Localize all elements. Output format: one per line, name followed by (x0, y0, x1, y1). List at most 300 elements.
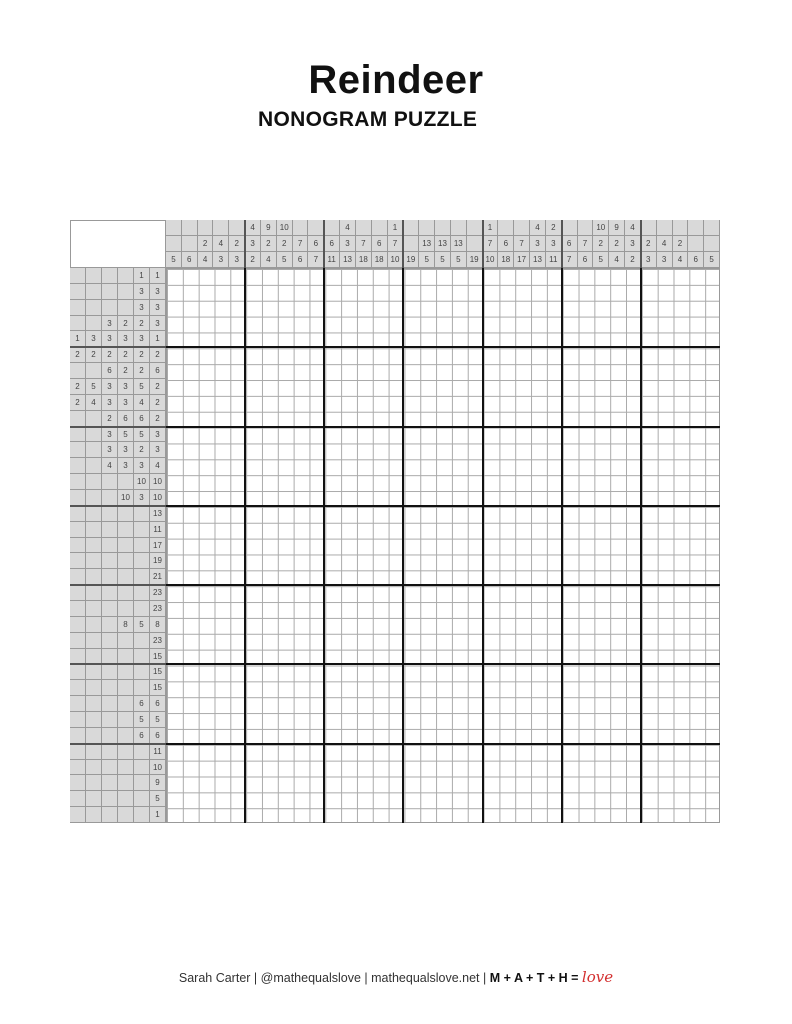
row-clue-cell: 11 (150, 744, 166, 760)
column-clue-cell: 6 (578, 252, 594, 268)
row-clue-cell: 2 (150, 411, 166, 427)
row-clue-cell (102, 664, 118, 680)
row-clue-cell: 2 (134, 363, 150, 379)
row-clue-cell (102, 538, 118, 554)
column-clue-cell: 2 (673, 236, 689, 252)
row-clue-cell (134, 569, 150, 585)
column-clue-cell: 4 (625, 220, 641, 236)
row-clue-cell: 8 (150, 617, 166, 633)
column-clue-cell: 5 (277, 252, 293, 268)
row-clue-cell: 6 (134, 696, 150, 712)
row-clue-cell: 10 (134, 474, 150, 490)
block-divider (166, 663, 720, 665)
row-clue-cell (134, 680, 150, 696)
row-clue-cell (86, 696, 102, 712)
column-clue-cell: 6 (498, 236, 514, 252)
row-clue-cell: 15 (150, 664, 166, 680)
column-clue-cell: 5 (704, 252, 720, 268)
column-clue-cell: 2 (261, 236, 277, 252)
row-clue-cell (86, 617, 102, 633)
row-clue-cell (70, 284, 86, 300)
row-clue-cell: 2 (86, 347, 102, 363)
column-clue-cell: 4 (340, 220, 356, 236)
block-divider (70, 743, 166, 745)
column-clue-cell: 11 (324, 252, 340, 268)
row-clue-cell (102, 791, 118, 807)
row-clue-cell: 4 (134, 395, 150, 411)
row-clue-cell: 3 (150, 442, 166, 458)
row-clue-cell (118, 284, 134, 300)
row-clue-cell: 4 (150, 458, 166, 474)
row-clue-cell: 2 (70, 347, 86, 363)
column-clue-cell (372, 220, 388, 236)
row-clue-cell (102, 807, 118, 823)
row-clue-cell (70, 585, 86, 601)
column-clue-cell: 4 (198, 252, 214, 268)
clue-corner (70, 220, 166, 268)
row-clue-cell: 1 (150, 331, 166, 347)
row-clue-cell: 5 (86, 379, 102, 395)
row-clue-cell (118, 712, 134, 728)
column-clue-cell (641, 220, 657, 236)
column-clue-cell (419, 220, 435, 236)
row-clue-cell (86, 649, 102, 665)
row-clue-cell (86, 522, 102, 538)
row-clue-cell (86, 490, 102, 506)
column-clue-cell (166, 236, 182, 252)
column-clue-cell (467, 236, 483, 252)
column-clue-cell (704, 220, 720, 236)
row-clue-cell: 13 (150, 506, 166, 522)
row-clue-cell (70, 363, 86, 379)
column-clue-cell: 2 (198, 236, 214, 252)
row-clue-cell: 3 (102, 379, 118, 395)
column-clue-cell (514, 220, 530, 236)
row-clue-cell: 3 (118, 458, 134, 474)
column-clue-cell: 7 (578, 236, 594, 252)
row-clue-cell: 3 (102, 427, 118, 443)
column-clue-cell: 6 (562, 236, 578, 252)
row-clue-cell (102, 744, 118, 760)
column-clue-cell (451, 220, 467, 236)
column-clue-cell (356, 220, 372, 236)
column-clue-cell (182, 236, 198, 252)
block-divider (70, 426, 166, 428)
row-clue-cell (102, 506, 118, 522)
column-clue-cell: 6 (372, 236, 388, 252)
row-clue-cell (86, 538, 102, 554)
column-clue-cell: 18 (498, 252, 514, 268)
row-clue-cell (134, 791, 150, 807)
row-clue-cell (118, 728, 134, 744)
column-clue-cell: 4 (530, 220, 546, 236)
row-clue-cell (86, 284, 102, 300)
footer (0, 968, 792, 986)
column-clue-cell (403, 220, 419, 236)
row-clue-cell (70, 680, 86, 696)
puzzle-grid[interactable] (166, 268, 720, 823)
row-clue-cell (118, 268, 134, 284)
row-clue-cell (70, 316, 86, 332)
row-clue-cell: 10 (150, 760, 166, 776)
row-clue-cell: 3 (134, 331, 150, 347)
row-clue-cell (118, 569, 134, 585)
block-divider (482, 220, 484, 268)
column-clue-cell (229, 220, 245, 236)
row-clue-cell (86, 506, 102, 522)
column-clue-cell: 10 (483, 252, 499, 268)
row-clue-cell (118, 680, 134, 696)
row-clue-cell: 2 (102, 347, 118, 363)
row-clue-cell (70, 791, 86, 807)
column-clue-cell: 4 (245, 220, 261, 236)
column-clue-cell: 7 (356, 236, 372, 252)
row-clue-cell: 6 (102, 363, 118, 379)
column-clue-cell: 1 (483, 220, 499, 236)
column-clue-cell: 4 (609, 252, 625, 268)
row-clue-cell: 6 (134, 411, 150, 427)
row-clue-cell (134, 522, 150, 538)
column-clue-cell: 7 (308, 252, 324, 268)
row-clue-cell: 3 (150, 284, 166, 300)
row-clue-cell: 1 (134, 268, 150, 284)
row-clue-cell (70, 760, 86, 776)
column-clue-cell (403, 236, 419, 252)
row-clue-cell (102, 696, 118, 712)
row-clue-cell (134, 807, 150, 823)
row-clue-cell (118, 791, 134, 807)
row-clue-cell (86, 363, 102, 379)
row-clue-cell (86, 427, 102, 443)
row-clue-cell (86, 300, 102, 316)
block-divider (402, 220, 404, 268)
column-clue-cell: 3 (229, 252, 245, 268)
row-clue-cell (70, 775, 86, 791)
row-clue-cell: 3 (118, 379, 134, 395)
row-clue-cell: 2 (70, 379, 86, 395)
row-clue-cell (70, 538, 86, 554)
column-clue-cell: 4 (213, 236, 229, 252)
row-clue-cell (134, 585, 150, 601)
column-clue-cell: 13 (451, 236, 467, 252)
row-clue-cell: 3 (86, 331, 102, 347)
block-divider (166, 346, 720, 348)
column-clue-cell (704, 236, 720, 252)
column-clue-cell: 2 (609, 236, 625, 252)
row-clue-cell (86, 775, 102, 791)
row-clue-cell (118, 760, 134, 776)
column-clue-cell: 13 (340, 252, 356, 268)
row-clue-cell: 1 (150, 268, 166, 284)
column-clue-cell (308, 220, 324, 236)
footer-site: mathequalslove.net (371, 971, 480, 985)
row-clue-cell (70, 553, 86, 569)
row-clue-cell (102, 300, 118, 316)
row-clue-cell (118, 744, 134, 760)
row-clue-cell (86, 633, 102, 649)
row-clue-cell: 5 (134, 617, 150, 633)
column-clue-cell: 1 (388, 220, 404, 236)
row-clue-cell: 2 (118, 363, 134, 379)
row-clue-cell: 2 (150, 347, 166, 363)
row-clue-cell: 3 (134, 284, 150, 300)
row-clue-cell (118, 633, 134, 649)
block-divider (166, 426, 720, 428)
row-clue-cell (102, 633, 118, 649)
row-clue-cell (102, 649, 118, 665)
row-clue-cell (86, 744, 102, 760)
column-clue-cell: 18 (356, 252, 372, 268)
row-clue-cell: 6 (118, 411, 134, 427)
column-clue-cell: 2 (229, 236, 245, 252)
row-clue-cell (70, 633, 86, 649)
column-clue-cell: 9 (609, 220, 625, 236)
column-clue-cell: 2 (546, 220, 562, 236)
row-clue-cell: 3 (150, 427, 166, 443)
row-clue-cell (134, 760, 150, 776)
row-clue-cell: 3 (150, 316, 166, 332)
row-clue-cell: 4 (102, 458, 118, 474)
column-clue-cell: 5 (593, 252, 609, 268)
row-clue-cell (118, 538, 134, 554)
row-clue-cell (70, 427, 86, 443)
block-divider (640, 268, 642, 823)
column-clue-cell: 10 (277, 220, 293, 236)
row-clue-cell (86, 664, 102, 680)
column-clue-cell (562, 220, 578, 236)
block-divider (640, 220, 642, 268)
block-divider (70, 505, 166, 507)
block-divider (166, 584, 720, 586)
column-clue-cell: 2 (245, 252, 261, 268)
row-clue-cell (118, 474, 134, 490)
row-clue-cell: 6 (150, 728, 166, 744)
row-clue-cell (134, 553, 150, 569)
block-divider (166, 743, 720, 745)
row-clue-cell (70, 474, 86, 490)
column-clue-cell: 5 (435, 252, 451, 268)
column-clue-cell (324, 220, 340, 236)
row-clue-cell (86, 442, 102, 458)
column-clue-cell: 18 (372, 252, 388, 268)
row-clue-cell: 2 (150, 379, 166, 395)
row-clue-cell (86, 712, 102, 728)
row-clue-cell: 1 (150, 807, 166, 823)
row-clue-cell (118, 601, 134, 617)
column-clue-cell: 9 (261, 220, 277, 236)
column-clue-cell: 5 (166, 252, 182, 268)
row-clue-cell (118, 506, 134, 522)
row-clue-cell (102, 284, 118, 300)
column-clue-cell: 3 (340, 236, 356, 252)
row-clue-cell (102, 585, 118, 601)
row-clue-cell (118, 585, 134, 601)
row-clue-cell (70, 807, 86, 823)
row-clue-cell (134, 649, 150, 665)
column-clue-cell (182, 220, 198, 236)
block-divider (561, 220, 563, 268)
row-clue-cell (86, 553, 102, 569)
column-clue-cell (166, 220, 182, 236)
row-clue-cell: 2 (118, 316, 134, 332)
column-clue-cell (498, 220, 514, 236)
column-clue-cell (213, 220, 229, 236)
row-clue-cell: 3 (118, 442, 134, 458)
row-clue-cell (86, 569, 102, 585)
row-clue-cell (102, 601, 118, 617)
row-clue-cell: 10 (150, 490, 166, 506)
page-title: Reindeer (308, 58, 484, 102)
page-subtitle: NONOGRAM PUZZLE (258, 108, 478, 131)
row-clue-cell (70, 664, 86, 680)
row-clue-cell (118, 522, 134, 538)
column-clue-cell: 7 (514, 236, 530, 252)
row-clue-cell: 3 (134, 490, 150, 506)
row-clue-cell (86, 411, 102, 427)
row-clue-cell (102, 712, 118, 728)
column-clue-cell (688, 220, 704, 236)
row-clue-cell (118, 300, 134, 316)
column-clue-cell: 2 (641, 236, 657, 252)
row-clue-cell (102, 775, 118, 791)
column-clue-cell: 4 (261, 252, 277, 268)
column-clue-cell: 3 (641, 252, 657, 268)
row-clue-cell: 5 (150, 791, 166, 807)
row-clue-cell (86, 474, 102, 490)
column-clue-cell: 5 (419, 252, 435, 268)
column-clue-cell: 6 (293, 252, 309, 268)
row-clue-cell: 9 (150, 775, 166, 791)
column-clue-cell (578, 220, 594, 236)
row-clue-cell: 15 (150, 680, 166, 696)
column-clue-cell: 7 (562, 252, 578, 268)
column-clue-cell: 5 (451, 252, 467, 268)
column-clue-cell: 11 (546, 252, 562, 268)
row-clue-cell (102, 522, 118, 538)
column-clue-cell: 3 (213, 252, 229, 268)
column-clue-cell (673, 220, 689, 236)
row-clue-cell: 23 (150, 585, 166, 601)
row-clue-cell: 2 (70, 395, 86, 411)
footer-sep: | (253, 971, 258, 985)
row-clue-cell (102, 569, 118, 585)
row-clue-cell: 19 (150, 553, 166, 569)
column-clue-cell (688, 236, 704, 252)
row-clue-cell (86, 760, 102, 776)
row-clue-cell (70, 744, 86, 760)
row-clue-cell (70, 712, 86, 728)
block-divider (70, 346, 166, 348)
row-clue-cell: 8 (118, 617, 134, 633)
row-clue-cell (86, 601, 102, 617)
block-divider (402, 268, 404, 823)
love-logo: love (581, 968, 614, 986)
row-clue-cell: 2 (102, 411, 118, 427)
row-clue-cell (70, 300, 86, 316)
row-clue-cell: 1 (70, 331, 86, 347)
row-clue-cell (102, 680, 118, 696)
row-clue-cell (134, 744, 150, 760)
row-clue-cell: 3 (102, 331, 118, 347)
row-clue-cell: 5 (134, 379, 150, 395)
block-divider (166, 505, 720, 507)
row-clue-cell (102, 760, 118, 776)
row-clue-cell: 10 (150, 474, 166, 490)
row-clue-cell (118, 807, 134, 823)
row-clue-cell (102, 728, 118, 744)
row-clue-cell: 6 (134, 728, 150, 744)
row-clue-cell (70, 728, 86, 744)
footer-sep: | (364, 971, 368, 985)
column-clue-cell: 3 (657, 252, 673, 268)
column-clue-cell: 13 (419, 236, 435, 252)
row-clue-cell (134, 506, 150, 522)
row-clue-cell (86, 680, 102, 696)
footer-sep: | (483, 971, 487, 985)
row-clue-cell: 5 (118, 427, 134, 443)
row-clue-cell: 2 (150, 395, 166, 411)
column-clue-cell: 17 (514, 252, 530, 268)
row-clue-cell (70, 696, 86, 712)
column-clue-cell: 2 (625, 252, 641, 268)
column-clue-cell: 13 (435, 236, 451, 252)
row-clue-cell: 3 (102, 442, 118, 458)
row-clue-cell: 6 (150, 363, 166, 379)
column-clue-cell: 6 (308, 236, 324, 252)
column-clue-cell: 3 (530, 236, 546, 252)
row-clue-cell (70, 411, 86, 427)
footer-author: Sarah Carter (178, 971, 251, 985)
block-divider (323, 220, 325, 268)
column-clue-cell (467, 220, 483, 236)
row-clue-cell (102, 617, 118, 633)
row-clue-cell: 11 (150, 522, 166, 538)
row-clue-cell: 5 (150, 712, 166, 728)
row-clue-cell: 17 (150, 538, 166, 554)
block-divider (70, 584, 166, 586)
row-clue-cell: 3 (118, 331, 134, 347)
row-clue-cell (102, 268, 118, 284)
row-clue-cell: 4 (86, 395, 102, 411)
column-clue-cell: 7 (483, 236, 499, 252)
block-divider (244, 220, 246, 268)
row-clue-cell: 3 (134, 458, 150, 474)
column-clue-cell (198, 220, 214, 236)
row-clue-cell: 5 (134, 427, 150, 443)
row-clue-cell: 3 (102, 395, 118, 411)
row-clue-cell (86, 268, 102, 284)
row-clue-cell: 2 (134, 442, 150, 458)
row-clue-cell: 5 (134, 712, 150, 728)
block-divider (244, 268, 246, 823)
row-clue-cell (70, 617, 86, 633)
row-clue-cell: 3 (150, 300, 166, 316)
row-clue-cell: 21 (150, 569, 166, 585)
row-clue-cell (70, 458, 86, 474)
row-clue-cell (118, 649, 134, 665)
column-clue-cell: 4 (673, 252, 689, 268)
column-clue-cell: 13 (530, 252, 546, 268)
row-clue-cell: 23 (150, 633, 166, 649)
row-clue-cell: 10 (118, 490, 134, 506)
row-clue-cell (70, 522, 86, 538)
row-clue-cell (70, 601, 86, 617)
column-clue-cell: 3 (546, 236, 562, 252)
column-clue-cell: 3 (625, 236, 641, 252)
block-divider (323, 268, 325, 823)
row-clue-cell: 3 (102, 316, 118, 332)
column-clue-cell: 7 (293, 236, 309, 252)
